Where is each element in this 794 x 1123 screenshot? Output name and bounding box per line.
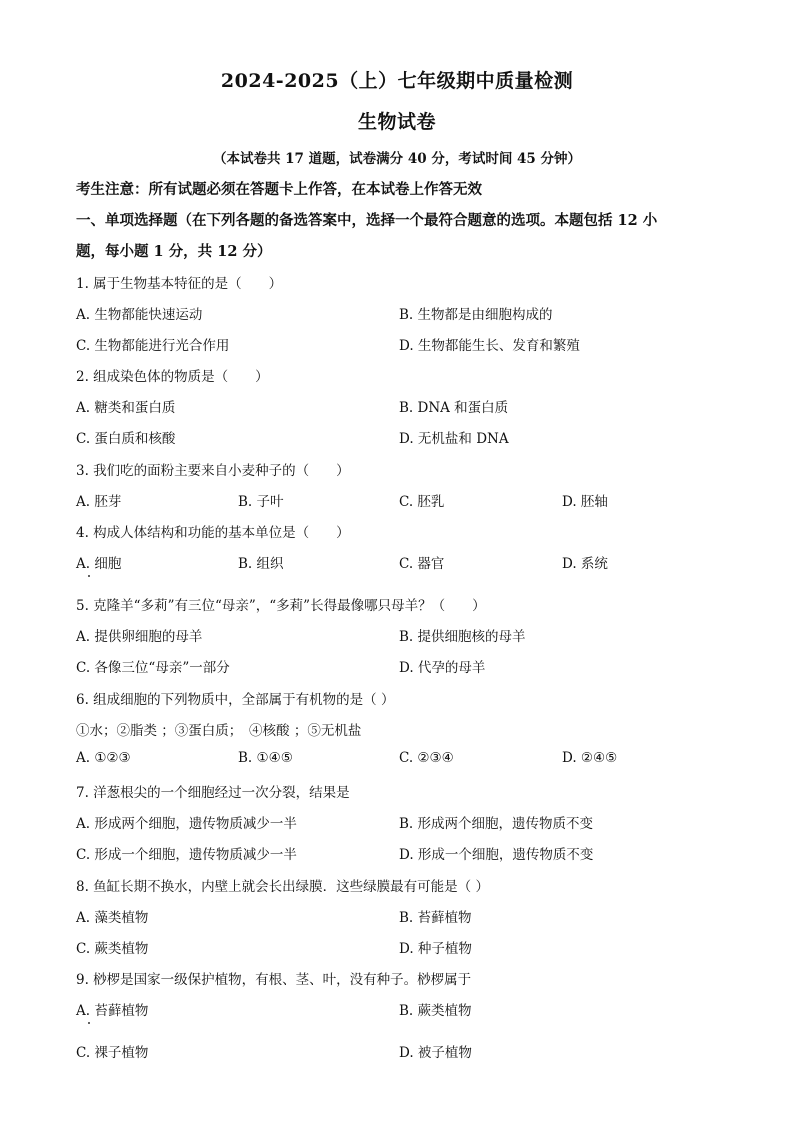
question-6-stem: 6. 组成细胞的下列物质中，全部属于有机物的是（ ）: [76, 692, 395, 708]
question-1-option-a: A. 生物都能快速运动: [76, 307, 203, 323]
question-4-option-c: C. 器官: [399, 556, 445, 572]
question-7-stem: 7. 洋葱根尖的一个细胞经过一次分裂，结果是: [76, 785, 350, 801]
question-2-option-d: D. 无机盐和 DNA: [399, 431, 509, 447]
question-9-option-c: C. 裸子植物: [76, 1045, 149, 1061]
question-5-option-c: C. 各像三位“母亲”一部分: [76, 660, 230, 676]
exam-info: （本试卷共 17 道题，试卷满分 40 分，考试时间 45 分钟）: [212, 151, 582, 167]
question-6-option-d: D. ②④⑤: [562, 750, 618, 766]
question-4-option-a: A. 细胞: [76, 556, 122, 572]
question-8-stem: 8. 鱼缸长期不换水，内壁上就会长出绿膜．这些绿膜最有可能是（ ）: [76, 879, 489, 895]
notice: 考生注意：所有试题必须在答题卡上作答，在本试卷上作答无效: [76, 181, 482, 198]
question-1-option-d: D. 生物都能生长、发育和繁殖: [399, 338, 580, 354]
question-2-option-b: B. DNA 和蛋白质: [399, 400, 509, 416]
question-9-stem: 9. 桫椤是国家一级保护植物，有根、茎、叶，没有种子。桫椤属于: [76, 972, 472, 988]
section-heading-line1: 一、单项选择题（在下列各题的备选答案中，选择一个最符合题意的选项。本题包括 12 小: [76, 212, 658, 229]
question-2-option-c: C. 蛋白质和核酸: [76, 431, 176, 447]
question-7-option-d: D. 形成一个细胞，遗传物质不变: [399, 847, 594, 863]
question-6-option-c: C. ②③④: [399, 750, 454, 766]
question-3-option-d: D. 胚轴: [562, 494, 608, 510]
question-5-stem: 5. 克隆羊“多莉”有三位“母亲”，“多莉”长得最像哪只母羊？（ ）: [76, 598, 486, 614]
question-2-stem: 2. 组成染色体的物质是（ ）: [76, 369, 269, 385]
question-2-option-a: A. 糖类和蛋白质: [76, 400, 176, 416]
question-3-option-b: B. 子叶: [238, 494, 284, 510]
exam-title: 2024-2025（上）七年级期中质量检测: [220, 70, 574, 92]
question-1-stem: 1. 属于生物基本特征的是（ ）: [76, 276, 283, 292]
question-8-option-a: A. 藻类植物: [76, 910, 149, 926]
question-7-option-c: C. 形成一个细胞，遗传物质减少一半: [76, 847, 297, 863]
question-5-option-a: A. 提供卵细胞的母羊: [76, 629, 203, 645]
question-6-items: ①水；②脂类 ；③蛋白质； ④核酸 ；⑤无机盐: [76, 723, 362, 739]
question-4-option-b: B. 组织: [238, 556, 284, 572]
section-heading-line2: 题，每小题 1 分，共 12 分）: [76, 243, 272, 260]
question-5-option-b: B. 提供细胞核的母羊: [399, 629, 526, 645]
subject-title: 生物试卷: [357, 111, 436, 133]
question-1-option-c: C. 生物都能进行光合作用: [76, 338, 230, 354]
question-9-option-a: A. 苔藓植物: [76, 1003, 149, 1019]
question-8-option-d: D. 种子植物: [399, 941, 472, 957]
question-3-stem: 3. 我们吃的面粉主要来自小麦种子的（ ）: [76, 463, 350, 479]
question-8-option-b: B. 苔藓植物: [399, 910, 472, 926]
question-4-stem: 4. 构成人体结构和功能的基本单位是（ ）: [76, 525, 350, 541]
stray-mark: [88, 575, 90, 577]
question-6-option-a: A. ①②③: [76, 750, 131, 766]
question-5-option-d: D. 代孕的母羊: [399, 660, 486, 676]
question-9-option-b: B. 蕨类植物: [399, 1003, 472, 1019]
question-4-option-d: D. 系统: [562, 556, 608, 572]
question-7-option-b: B. 形成两个细胞，遗传物质不变: [399, 816, 594, 832]
question-7-option-a: A. 形成两个细胞，遗传物质减少一半: [76, 816, 297, 832]
question-9-option-d: D. 被子植物: [399, 1045, 472, 1061]
question-6-option-b: B. ①④⑤: [238, 750, 293, 766]
question-8-option-c: C. 蕨类植物: [76, 941, 149, 957]
stray-mark: [88, 1022, 90, 1024]
question-1-option-b: B. 生物都是由细胞构成的: [399, 307, 553, 323]
question-3-option-a: A. 胚芽: [76, 494, 122, 510]
question-3-option-c: C. 胚乳: [399, 494, 445, 510]
